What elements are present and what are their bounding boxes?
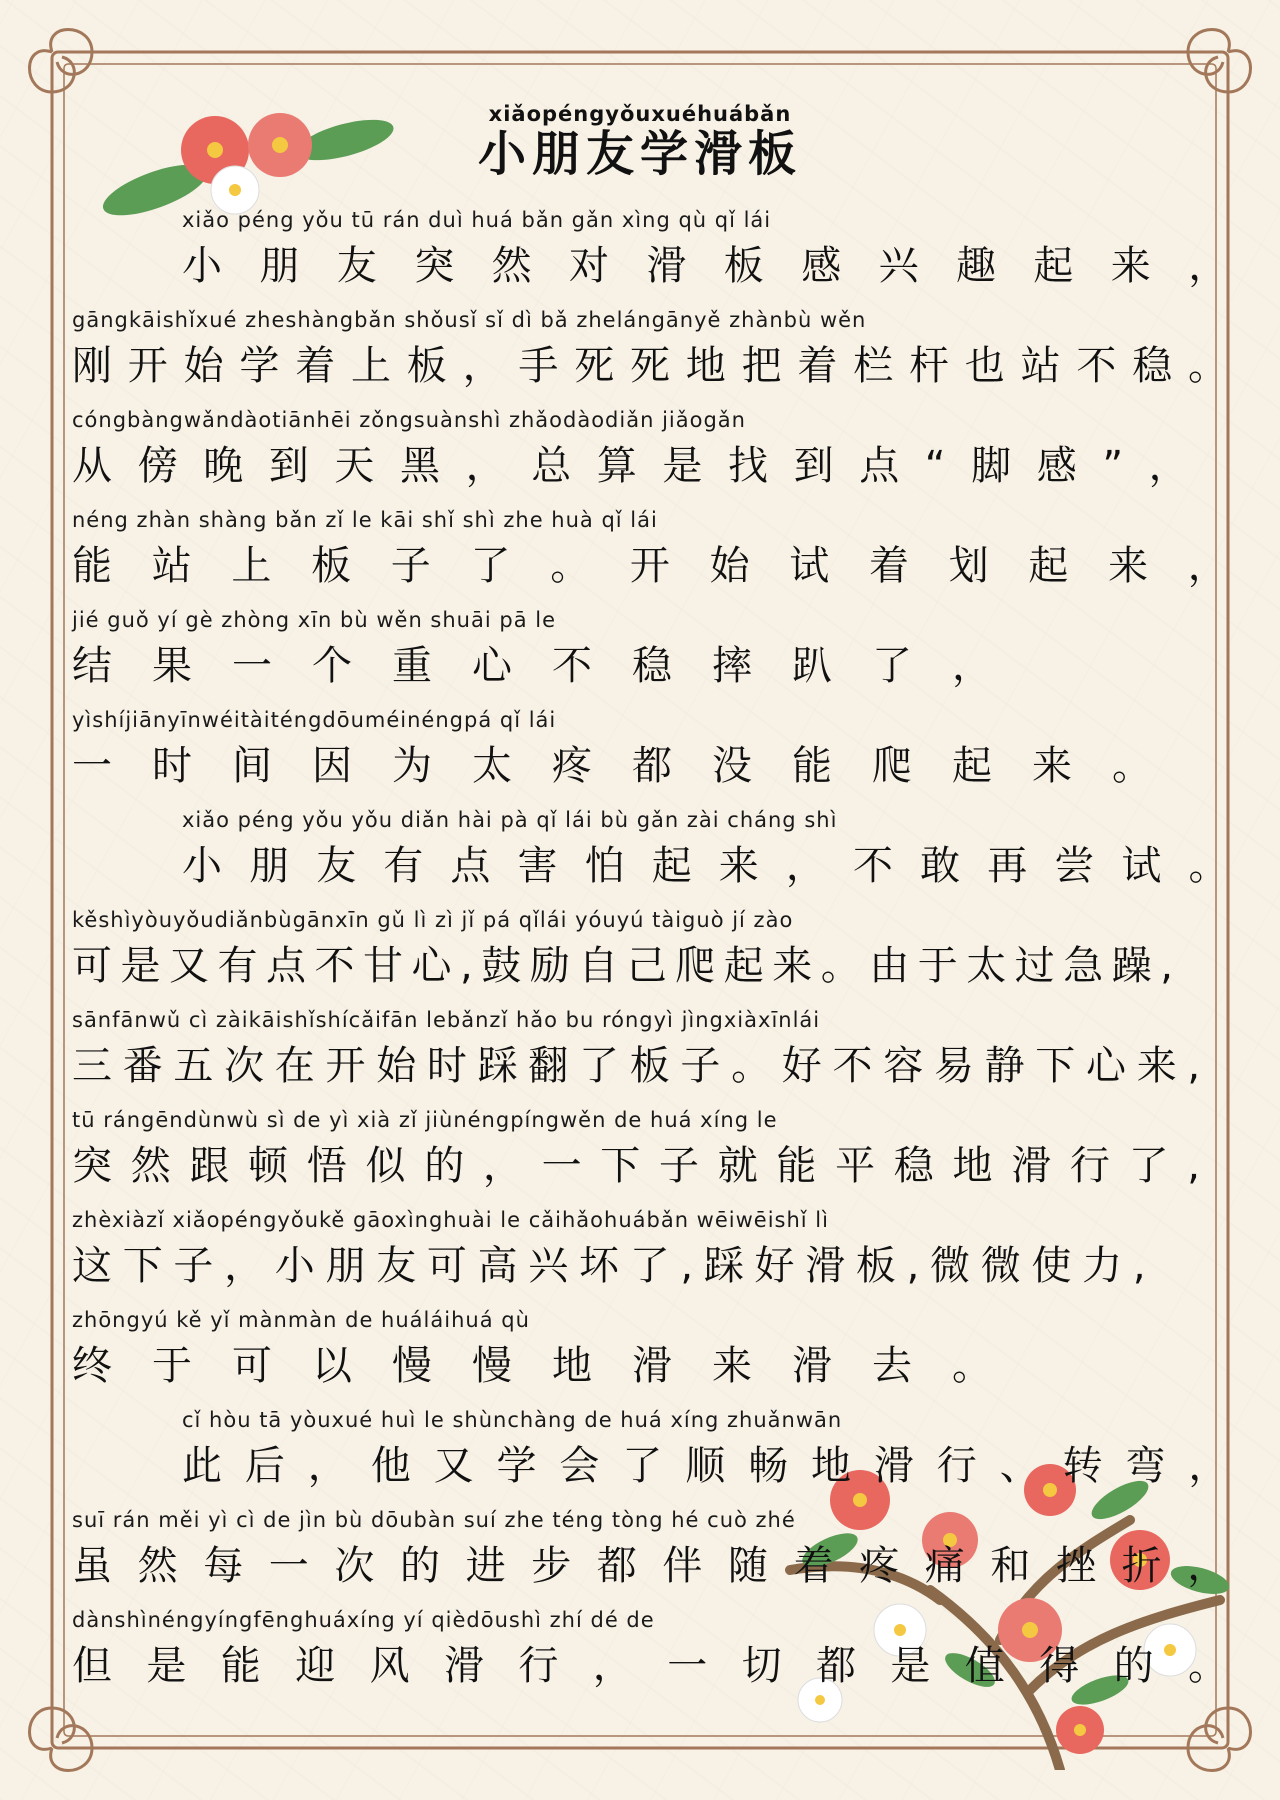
line-text: 此后，他又学会了顺畅地滑行、转弯， — [182, 1443, 1252, 1489]
line-pinyin: kěshìyòuyǒudiǎnbùgānxīn gǔ lì zì jǐ pá qǐlái yóuyú tàiguò jí zào — [72, 908, 794, 932]
line-text: 可是又有点不甘心,鼓励自己爬起来。由于太过急躁, — [72, 943, 1182, 989]
line-pinyin: zhōngyú kě yǐ mànmàn de huáláihuá qù — [72, 1308, 530, 1332]
text-line — [0, 708, 1280, 808]
text-line — [0, 608, 1280, 708]
text-line — [0, 408, 1280, 508]
line-pinyin: néng zhàn shàng bǎn zǐ le kāi shǐ shì zhe huà qǐ lái — [72, 508, 658, 532]
text-line — [0, 1408, 1280, 1508]
line-text: 能站上板子了。开始试着划起来， — [72, 543, 1268, 589]
line-pinyin: zhèxiàzǐ xiǎopéngyǒukě gāoxìnghuài le cǎihǎohuábǎn wēiwēishǐ lì — [72, 1208, 829, 1232]
line-text: 虽然每一次的进步都伴随着疼痛和挫折， — [72, 1543, 1253, 1589]
text-line — [0, 808, 1280, 908]
line-pinyin: suī rán měi yì cì de jìn bù dōubàn suí zhe téng tòng hé cuò zhé — [72, 1508, 796, 1532]
line-pinyin: gāngkāishǐxué zheshàngbǎn shǒusǐ sǐ dì bǎ zhelángānyě zhànbù wěn — [72, 308, 867, 332]
line-text: 一时间因为太疼都没能爬起来。 — [72, 743, 1192, 789]
line-pinyin: sānfānwǔ cì zàikāishǐshícǎifān lebǎnzǐ hǎo bu róngyì jìngxiàxīnlái — [72, 1008, 821, 1032]
line-pinyin: dànshìnéngyíngfēnghuáxíng yí qièdōushì zhí dé de — [72, 1608, 655, 1632]
text-line — [0, 308, 1280, 408]
line-text: 小朋友突然对滑板感兴趣起来， — [182, 243, 1266, 289]
line-pinyin: xiǎo péng yǒu yǒu diǎn hài pà qǐ lái bù gǎn zài cháng shì — [182, 808, 838, 832]
page-title: 小朋友学滑板 — [477, 126, 802, 182]
line-pinyin: tū rángēndùnwù sì de yì xià zǐ jiùnéngpíngwěn de huá xíng le — [72, 1108, 778, 1132]
text-line — [0, 1108, 1280, 1208]
text-line — [0, 1608, 1280, 1708]
text-line — [0, 908, 1280, 1008]
line-text: 从傍晚到天黑，总算是找到点“脚感”， — [72, 443, 1215, 489]
text-line — [0, 1208, 1280, 1308]
line-pinyin: cóngbàngwǎndàotiānhēi zǒngsuànshì zhǎodàodiǎn jiǎogǎn — [72, 408, 746, 432]
text-line — [0, 1508, 1280, 1608]
line-pinyin: cǐ hòu tā yòuxué huì le shùnchàng de huá xíng zhuǎnwān — [182, 1408, 843, 1432]
line-text: 突然跟顿悟似的，一下子就能平稳地滑行了, — [72, 1143, 1219, 1189]
text-line — [0, 508, 1280, 608]
line-pinyin: yìshíjiānyīnwéitàiténgdōuméinéngpá qǐ lái — [72, 708, 557, 732]
line-text: 这下子，小朋友可高兴坏了,踩好滑板,微微使力, — [72, 1243, 1157, 1289]
line-text: 结果一个重心不稳摔趴了， — [72, 643, 1032, 689]
line-text: 刚开始学着上板，手死死地把着栏杆也站不稳。 — [72, 343, 1244, 389]
line-text: 三番五次在开始时踩翻了板子。好不容易静下心来, — [72, 1043, 1211, 1089]
line-pinyin: jié guǒ yí gè zhòng xīn bù wěn shuāi pā le — [72, 608, 556, 632]
line-pinyin: xiǎo péng yǒu tū rán duì huá bǎn gǎn xìng qù qǐ lái — [182, 208, 772, 232]
title-block — [0, 102, 1280, 182]
text-line — [0, 208, 1280, 308]
text-line — [0, 1008, 1280, 1108]
line-text: 但是能迎风滑行，一切都是值得的。 — [72, 1643, 1263, 1689]
title-pinyin: xiǎopéngyǒuxuéhuábǎn — [488, 102, 792, 126]
line-text: 小朋友有点害怕起来，不敢再尝试。 — [182, 843, 1256, 889]
line-text: 终于可以慢慢地滑来滑去。 — [72, 1343, 1032, 1389]
text-line — [0, 1308, 1280, 1408]
